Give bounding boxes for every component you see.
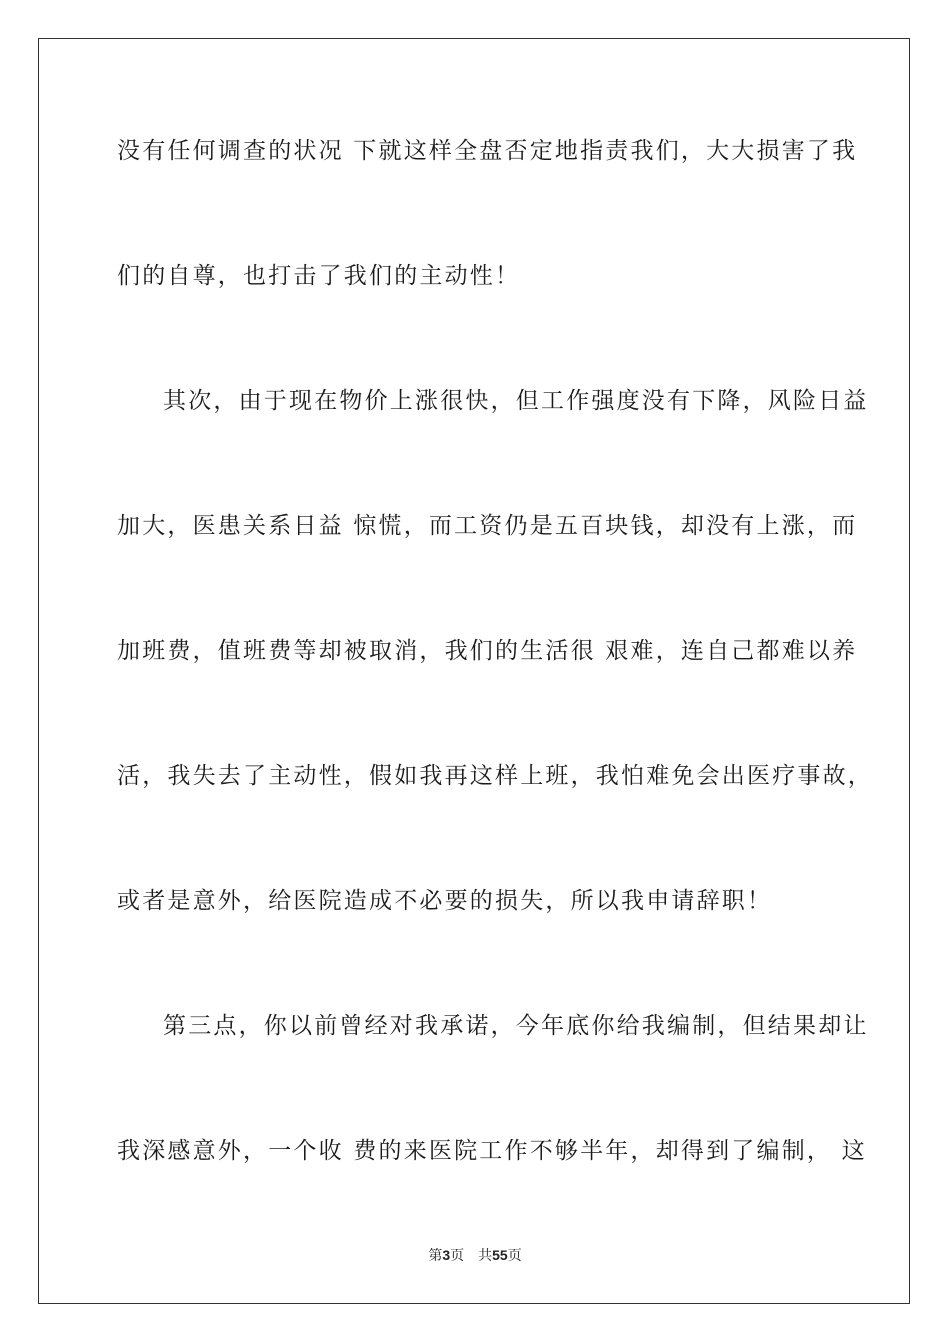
- paragraph-line-7: 或者是意外，给医院造成不必要的损失，所以我申请辞职！: [117, 888, 773, 914]
- page-number-label: 第3页: [428, 1247, 465, 1264]
- page-border: [38, 38, 910, 1304]
- paragraph-line-4: 加大，医患关系日益 惊慌，而工资仍是五百块钱，却没有上涨，而: [117, 513, 858, 539]
- paragraph-line-9: 我深感意外，一个收 费的来医院工作不够半年，却得到了编制， 这: [117, 1138, 867, 1164]
- total-pages-label: 共55页: [478, 1247, 522, 1264]
- paragraph-line-6: 活，我失去了主动性，假如我再这样上班，我怕难免会出医疗事故，: [117, 763, 873, 789]
- paragraph-line-5: 加班费，值班费等却被取消，我们的生活很 艰难，连自己都难以养: [117, 638, 858, 664]
- paragraph-line-8: 第三点，你以前曾经对我承诺，今年底你给我编制，但结果却让: [163, 1013, 869, 1039]
- paragraph-line-2: 们的自尊，也打击了我们的主动性！: [117, 263, 521, 289]
- page-footer: [0, 1246, 950, 1265]
- paragraph-line-3: 其次，由于现在物价上涨很快，但工作强度没有下降，风险日益: [163, 388, 869, 414]
- paragraph-line-1: 没有任何调查的状况 下就这样全盘否定地指责我们，大大损害了我: [117, 138, 858, 164]
